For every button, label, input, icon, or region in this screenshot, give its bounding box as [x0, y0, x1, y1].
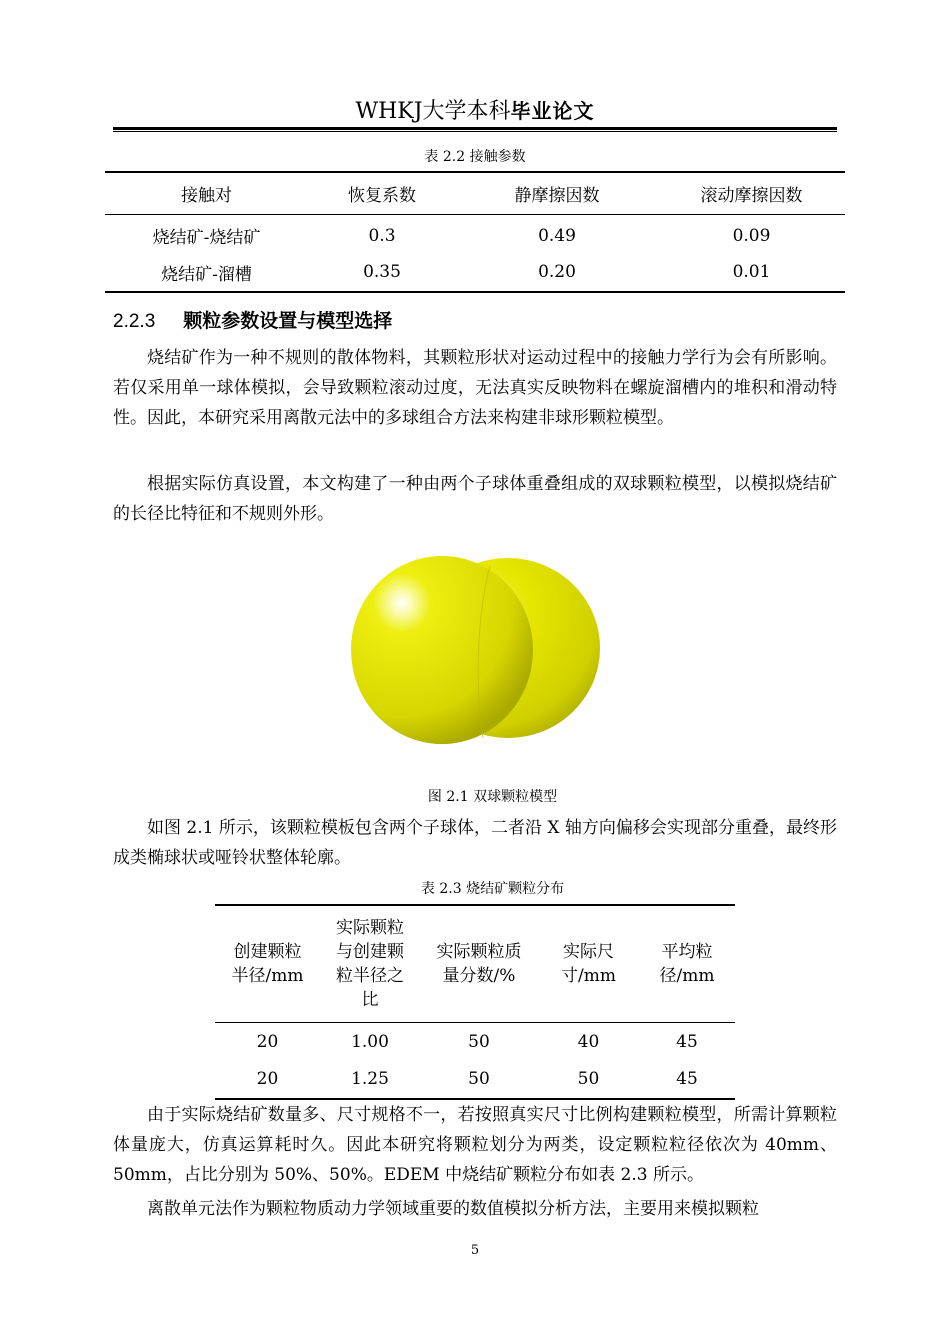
header-title-suffix: 毕业论文 — [510, 99, 595, 123]
table-row — [105, 253, 845, 292]
header-title-prefix: WHKJ大学本科 — [355, 99, 511, 124]
section-number: 2.2.3 — [113, 311, 156, 332]
section-heading — [113, 306, 392, 333]
table-header-row — [215, 905, 735, 1023]
table-cell: 0.3 — [368, 225, 396, 246]
table-cell: 1.00 — [351, 1031, 389, 1052]
table-cell: 0.01 — [658, 253, 845, 292]
table-cell: 50 — [538, 1061, 639, 1099]
table-cell: 45 — [676, 1031, 698, 1052]
figure-2-1-caption: 图 2.1 双球颗粒模型 — [427, 789, 558, 805]
paragraph-1: 烧结矿作为一种不规则的散体物料，其颗粒形状对运动过程中的接触力学行为会有所影响。若仅采用单一球体模拟，会导致颗粒滚动过度，无法真实反映物料在螺旋溜槽内的堆积和滑动特性。因此，本研究采用离散元法中的多球组合方法来构建非球形颗粒模型。 — [113, 348, 837, 428]
column-header: 平均粒径/mm — [639, 905, 735, 1023]
page-number: 5 — [470, 1243, 480, 1258]
column-header: 实际颗粒与创建颗粒半径之比 — [320, 905, 420, 1023]
table-cell: 20 — [215, 1061, 320, 1099]
table-row — [215, 1061, 735, 1099]
column-header: 实际尺寸/mm — [538, 905, 639, 1023]
paragraph-2: 根据实际仿真设置，本文构建了一种由两个子球体重叠组成的双球颗粒模型，以模拟烧结矿的长径比特征和不规则外形。 — [113, 474, 837, 524]
table-cell: 50 — [420, 1061, 538, 1099]
table-2-2 — [105, 171, 845, 293]
table-row — [215, 1023, 735, 1061]
section-title: 颗粒参数设置与模型选择 — [183, 310, 393, 332]
column-header: 实际颗粒质量分数/% — [420, 905, 538, 1023]
table-cell: 45 — [639, 1061, 735, 1099]
table-cell: 50 — [468, 1031, 490, 1052]
table-cell: 0.09 — [732, 225, 771, 246]
table-cell: 0.20 — [456, 253, 658, 292]
sub-sphere-left — [351, 556, 533, 744]
column-header: 静摩擦因数 — [456, 172, 658, 214]
paragraph-3: 如图 2.1 所示，该颗粒模板包含两个子球体，二者沿 X 轴方向偏移会实现部分重叠，最终形成类椭球状或哑铃状整体轮廓。 — [113, 818, 837, 868]
table-cell: 40 — [577, 1031, 600, 1052]
table-row — [105, 214, 845, 253]
table-cell: 0.35 — [308, 253, 456, 292]
column-header: 恢复系数 — [308, 172, 456, 214]
table-2-3 — [215, 904, 735, 1100]
table-cell: 1.25 — [320, 1061, 420, 1099]
double-sphere-figure — [350, 552, 602, 748]
column-header: 滚动摩擦因数 — [658, 172, 845, 214]
table-cell: 烧结矿-溜槽 — [105, 253, 308, 292]
table-cell: 烧结矿-烧结矿 — [152, 228, 261, 249]
table-2-3-caption: 表 2.3 烧结矿颗粒分布 — [420, 881, 565, 897]
paragraph-5: 离散单元法作为颗粒物质动力学领域重要的数值模拟分析方法，主要用来模拟颗粒 — [147, 1199, 759, 1219]
table-2-2-caption: 表 2.2 接触参数 — [424, 149, 526, 165]
header-rule — [113, 127, 837, 130]
paragraph-4: 由于实际烧结矿数量多、尺寸规格不一，若按照真实尺寸比例构建颗粒模型，所需计算颗粒体量庞大，仿真运算耗时久。因此本研究将颗粒划分为两类，设定颗粒粒径依次为 40mm、50mm，占比分别为 50%、50%。EDEM 中烧结矿颗粒分布如表 2.3 所示。 — [113, 1105, 837, 1185]
header-rule-thin — [113, 131, 837, 132]
table-cell: 0.49 — [538, 225, 576, 246]
column-header: 创建颗粒半径/mm — [215, 905, 320, 1023]
page-header — [113, 96, 837, 126]
column-header: 接触对 — [105, 172, 308, 214]
table-cell: 20 — [256, 1031, 279, 1052]
table-header-row — [105, 172, 845, 214]
